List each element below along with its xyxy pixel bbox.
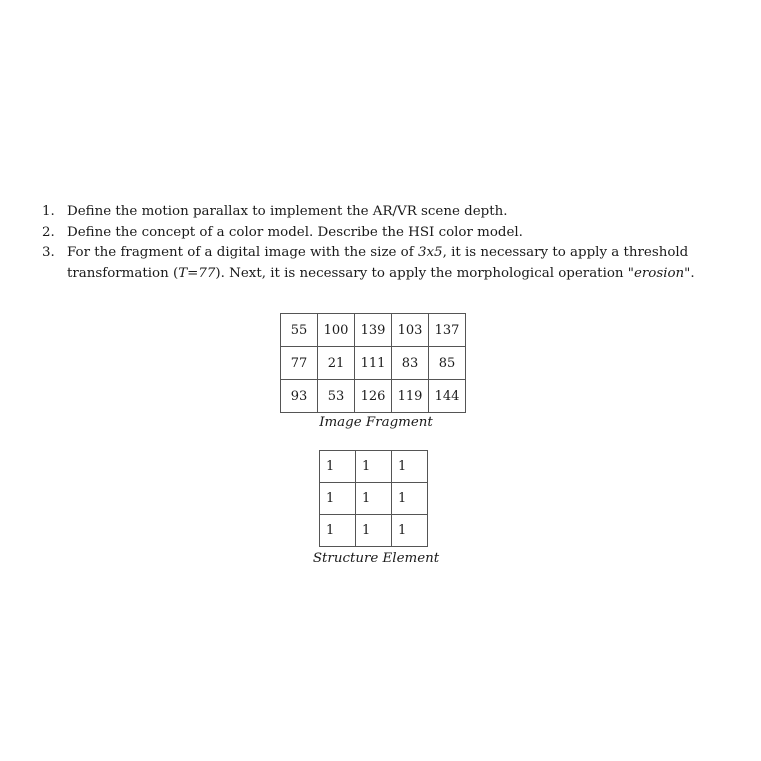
- structure-cell: 1: [392, 451, 428, 483]
- pixel-cell: 139: [355, 314, 392, 347]
- pixel-cell: 111: [355, 347, 392, 380]
- table-row: [320, 451, 428, 483]
- pixel-cell: 83: [392, 347, 429, 380]
- structure-cell: 1: [356, 451, 392, 483]
- image-size-value: 3x5: [417, 245, 443, 260]
- pixel-cell: 144: [429, 380, 466, 413]
- question-text: Define the motion parallax to implement the AR/VR scene depth.: [67, 204, 508, 219]
- table-row: [281, 380, 466, 413]
- table-row: [320, 515, 428, 547]
- question-text: [67, 245, 695, 281]
- question-text-part: ). Next, it is necessary to apply the morphological operation: [215, 265, 628, 281]
- question-3: [42, 243, 732, 284]
- pixel-cell: 93: [281, 380, 318, 413]
- question-text-part: .: [690, 265, 695, 281]
- question-text-part: For the fragment of a digital image with the size of: [67, 245, 418, 260]
- image-fragment-caption: Image Fragment: [319, 415, 433, 430]
- structure-cell: 1: [320, 451, 356, 483]
- question-number: 2.: [42, 224, 55, 240]
- question-number: 1.: [42, 204, 55, 219]
- pixel-cell: 53: [318, 380, 355, 413]
- question-text-part: , it is necessary to apply a threshold transformation (: [67, 245, 689, 281]
- structure-element-caption: Structure Element: [312, 551, 440, 566]
- structure-cell: 1: [356, 483, 392, 515]
- pixel-cell: 137: [429, 314, 466, 347]
- structure-cell: 1: [356, 515, 392, 547]
- pixel-cell: 77: [281, 347, 318, 380]
- operation-name: "erosion": [627, 265, 691, 281]
- image-fragment-table: [280, 313, 466, 413]
- table-row: [281, 347, 466, 380]
- pixel-cell: 119: [392, 380, 429, 413]
- structure-cell: 1: [392, 515, 428, 547]
- pixel-cell: 100: [318, 314, 355, 347]
- question-2: [42, 223, 732, 244]
- pixel-cell: 103: [392, 314, 429, 347]
- question-text: Define the concept of a color model. Describe the HSI color model.: [67, 224, 523, 240]
- question-1: [42, 202, 732, 223]
- table-row: [320, 483, 428, 515]
- pixel-cell: 126: [355, 380, 392, 413]
- pixel-cell: 85: [429, 347, 466, 380]
- pixel-cell: 55: [281, 314, 318, 347]
- structure-cell: 1: [320, 515, 356, 547]
- structure-cell: 1: [392, 483, 428, 515]
- question-number: 3.: [42, 245, 55, 260]
- table-row: [281, 314, 466, 347]
- pixel-cell: 21: [318, 347, 355, 380]
- structure-cell: 1: [320, 483, 356, 515]
- threshold-value: T=77: [178, 265, 216, 281]
- structure-element-table: [319, 450, 428, 547]
- question-list: [42, 202, 732, 284]
